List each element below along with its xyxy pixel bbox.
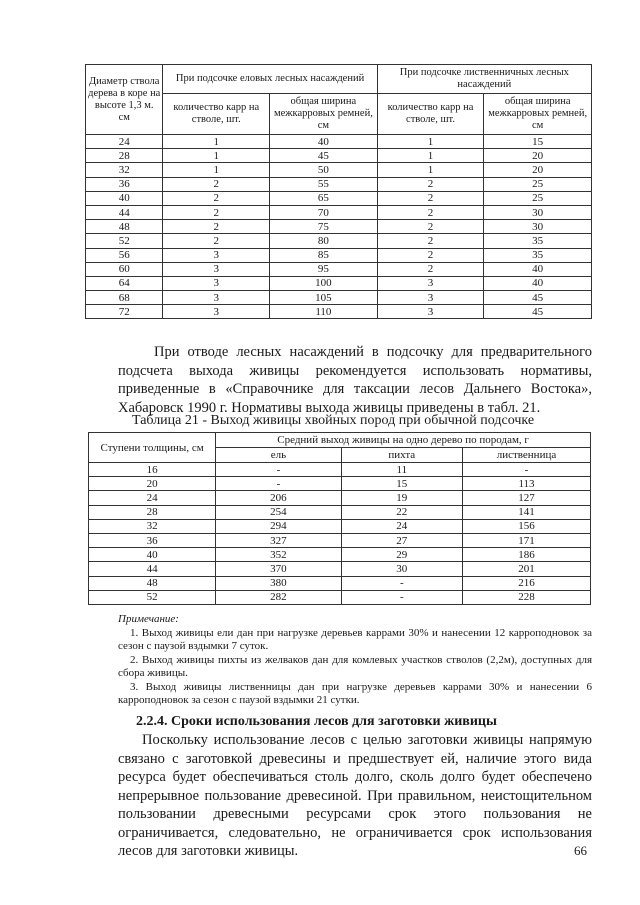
- table-cell: 2: [377, 262, 484, 276]
- table-cell: 352: [216, 548, 341, 562]
- table-cell: 56: [86, 248, 163, 262]
- table-cell: 201: [462, 562, 590, 576]
- table-cell: 48: [89, 576, 216, 590]
- table-cell: 20: [484, 163, 592, 177]
- notes-block: [118, 613, 592, 708]
- note-item-1: 1. Выход живицы ели дан при нагрузке деревьев каррами 30% и нанесении 12 карроподновок за сезон с паузой вздымки 7 суток.: [118, 626, 592, 652]
- table-cell: 30: [341, 562, 462, 576]
- table-cell: -: [216, 463, 341, 477]
- table-cell: 44: [86, 205, 163, 219]
- table-row: [86, 305, 592, 319]
- table-cell: 105: [270, 291, 378, 305]
- table-cell: 72: [86, 305, 163, 319]
- table-cell: 45: [484, 305, 592, 319]
- table-cell: 2: [163, 220, 270, 234]
- table-cell: 25: [484, 177, 592, 191]
- table-cell: 15: [341, 477, 462, 491]
- table-cell: 28: [86, 149, 163, 163]
- table-cell: 20: [89, 477, 216, 491]
- table-cell: 294: [216, 519, 341, 533]
- table-cell: 36: [86, 177, 163, 191]
- table-cell: 20: [484, 149, 592, 163]
- table-cell: 32: [86, 163, 163, 177]
- table-cell: 85: [270, 248, 378, 262]
- table-cell: 30: [484, 220, 592, 234]
- table-cell: 40: [89, 548, 216, 562]
- table-cell: 186: [462, 548, 590, 562]
- table-cell: 11: [341, 463, 462, 477]
- table-cell: 216: [462, 576, 590, 590]
- table-row: [86, 163, 592, 177]
- table-cell: -: [462, 463, 590, 477]
- table-cell: 100: [270, 276, 378, 290]
- table-cell: 206: [216, 491, 341, 505]
- larch-width-header: общая ширина межкарровых ремней, см: [484, 94, 592, 135]
- table-cell: 2: [377, 177, 484, 191]
- table-cell: 50: [270, 163, 378, 177]
- note-item-3: 3. Выход живицы лиственницы дан при нагрузке деревьев каррами 30% и нанесении 6 карроподновок за сезон с паузой вздымки 21 сутки.: [118, 680, 592, 706]
- table-row: [89, 477, 591, 491]
- paragraph-resin-norms: При отводе лесных насаждений в подсочку для предварительного подсчета выхода живицы рекомендуется использовать нормативы, приведенные в «Справочнике для таксации лесов Дальнего Востока», Хабаровск 1990 г. Нормативы выхода живицы приведены в табл. 21.: [118, 344, 592, 416]
- table-cell: 15: [484, 135, 592, 149]
- spruce-width-header: общая ширина межкарровых ремней, см: [270, 94, 378, 135]
- table-cell: 3: [163, 291, 270, 305]
- table-cell: 75: [270, 220, 378, 234]
- table-cell: 2: [163, 177, 270, 191]
- table-row: [86, 262, 592, 276]
- table-cell: 3: [377, 305, 484, 319]
- table-row: [89, 463, 591, 477]
- table-cell: 113: [462, 477, 590, 491]
- table-cell: 1: [163, 135, 270, 149]
- table-cell: 3: [163, 262, 270, 276]
- table-cell: 1: [377, 163, 484, 177]
- table-cell: 64: [86, 276, 163, 290]
- table-cell: 60: [86, 262, 163, 276]
- table-cell: 2: [377, 234, 484, 248]
- larch-group-header: При подсочке лиственничных лесных насаждений: [377, 65, 591, 94]
- table-cell: 30: [484, 205, 592, 219]
- table-row: [86, 276, 592, 290]
- table-cell: 3: [163, 276, 270, 290]
- table-cell: 95: [270, 262, 378, 276]
- table-row: [86, 135, 592, 149]
- table-cell: 3: [377, 276, 484, 290]
- table-cell: 16: [89, 463, 216, 477]
- table-cell: 1: [163, 163, 270, 177]
- thickness-header: Ступени толщины, см: [89, 433, 216, 463]
- table-cell: 55: [270, 177, 378, 191]
- table-cell: 24: [89, 491, 216, 505]
- table-cell: 29: [341, 548, 462, 562]
- paragraph-usage-terms: Поскольку использование лесов с целью заготовки живицы напрямую связано с заготовкой древесины и предшествует ей, наличие этого вида ресурса будет обеспечиваться столь долго, сколь долго будет обеспечено непрерывное пользование древесиной. При правильном, неистощительном пользовании древесными ресурсами срок этого пользования не ограничивается, следовательно, не ограничивается срок использования лесов для заготовки живицы.: [118, 732, 592, 859]
- table-cell: 22: [341, 505, 462, 519]
- table-cell: 2: [377, 191, 484, 205]
- table-cell: 80: [270, 234, 378, 248]
- resin-yield-body: [89, 463, 591, 605]
- table-row: [86, 220, 592, 234]
- table-cell: 45: [484, 291, 592, 305]
- table-row: [86, 291, 592, 305]
- table-cell: -: [216, 477, 341, 491]
- table-cell: 68: [86, 291, 163, 305]
- table-row: [86, 149, 592, 163]
- page-number: 66: [574, 843, 587, 858]
- table-cell: 27: [341, 533, 462, 547]
- table-cell: 3: [377, 291, 484, 305]
- table-cell: 3: [163, 248, 270, 262]
- diameter-header: Диаметр ствола дерева в коре на высоте 1,3 м. см: [86, 65, 163, 135]
- table-cell: 2: [377, 205, 484, 219]
- table-cell: 2: [377, 248, 484, 262]
- larch-count-header: количество карр на стволе, шт.: [377, 94, 484, 135]
- table-cell: 370: [216, 562, 341, 576]
- table-cell: 48: [86, 220, 163, 234]
- table-row: [86, 191, 592, 205]
- table-cell: 45: [270, 149, 378, 163]
- table-row: [89, 533, 591, 547]
- table-row: [89, 519, 591, 533]
- spruce-header: ель: [216, 448, 341, 463]
- resin-yield-table: [88, 432, 591, 605]
- table-cell: 32: [89, 519, 216, 533]
- table-cell: -: [341, 576, 462, 590]
- table-cell: 28: [89, 505, 216, 519]
- table-row: [89, 491, 591, 505]
- table-cell: 327: [216, 533, 341, 547]
- table-cell: 40: [270, 135, 378, 149]
- table-cell: 380: [216, 576, 341, 590]
- table-cell: 25: [484, 191, 592, 205]
- table-cell: 156: [462, 519, 590, 533]
- table-cell: 70: [270, 205, 378, 219]
- table-cell: 24: [86, 135, 163, 149]
- table-row: [86, 234, 592, 248]
- table-row: [86, 248, 592, 262]
- table-cell: 110: [270, 305, 378, 319]
- table-cell: 141: [462, 505, 590, 519]
- table-cell: 1: [377, 135, 484, 149]
- table-row: [89, 590, 591, 604]
- table-row: [89, 548, 591, 562]
- table-cell: 40: [484, 262, 592, 276]
- table-cell: 3: [163, 305, 270, 319]
- table-row: [86, 177, 592, 191]
- note-item-2: 2. Выход живицы пихты из желваков дан для комлевых участков стволов (2,2м), доступных для сбора живицы.: [118, 653, 592, 679]
- table-cell: 171: [462, 533, 590, 547]
- yield-group-header: Средний выход живицы на одно дерево по породам, г: [216, 433, 591, 448]
- table-cell: 52: [89, 590, 216, 604]
- table-cell: 35: [484, 248, 592, 262]
- table-cell: 2: [377, 220, 484, 234]
- table-row: [89, 505, 591, 519]
- spruce-count-header: количество карр на стволе, шт.: [163, 94, 270, 135]
- table-cell: 44: [89, 562, 216, 576]
- table-cell: 254: [216, 505, 341, 519]
- table-cell: 35: [484, 234, 592, 248]
- spruce-group-header: При подсочке еловых лесных насаждений: [163, 65, 377, 94]
- larch-header: лиственница: [462, 448, 590, 463]
- table-row: [89, 576, 591, 590]
- table-cell: 24: [341, 519, 462, 533]
- table-cell: 228: [462, 590, 590, 604]
- table-cell: 40: [484, 276, 592, 290]
- table-cell: 65: [270, 191, 378, 205]
- table-cell: 19: [341, 491, 462, 505]
- tapping-norms-body: [86, 135, 592, 319]
- tapping-norms-table: [85, 64, 592, 319]
- table-cell: 2: [163, 205, 270, 219]
- table-cell: 1: [377, 149, 484, 163]
- section-heading: 2.2.4. Сроки использования лесов для заготовки живицы: [136, 714, 497, 729]
- table-row: [89, 562, 591, 576]
- table-cell: 1: [163, 149, 270, 163]
- fir-header: пихта: [341, 448, 462, 463]
- table-cell: 2: [163, 191, 270, 205]
- table-cell: -: [341, 590, 462, 604]
- table21-caption: Таблица 21 - Выход живицы хвойных пород при обычной подсочке: [132, 413, 535, 428]
- table-cell: 282: [216, 590, 341, 604]
- table-cell: 2: [163, 234, 270, 248]
- table-row: [86, 205, 592, 219]
- table-cell: 36: [89, 533, 216, 547]
- table-cell: 52: [86, 234, 163, 248]
- table-cell: 127: [462, 491, 590, 505]
- table-cell: 40: [86, 191, 163, 205]
- notes-title: Примечание:: [118, 613, 179, 625]
